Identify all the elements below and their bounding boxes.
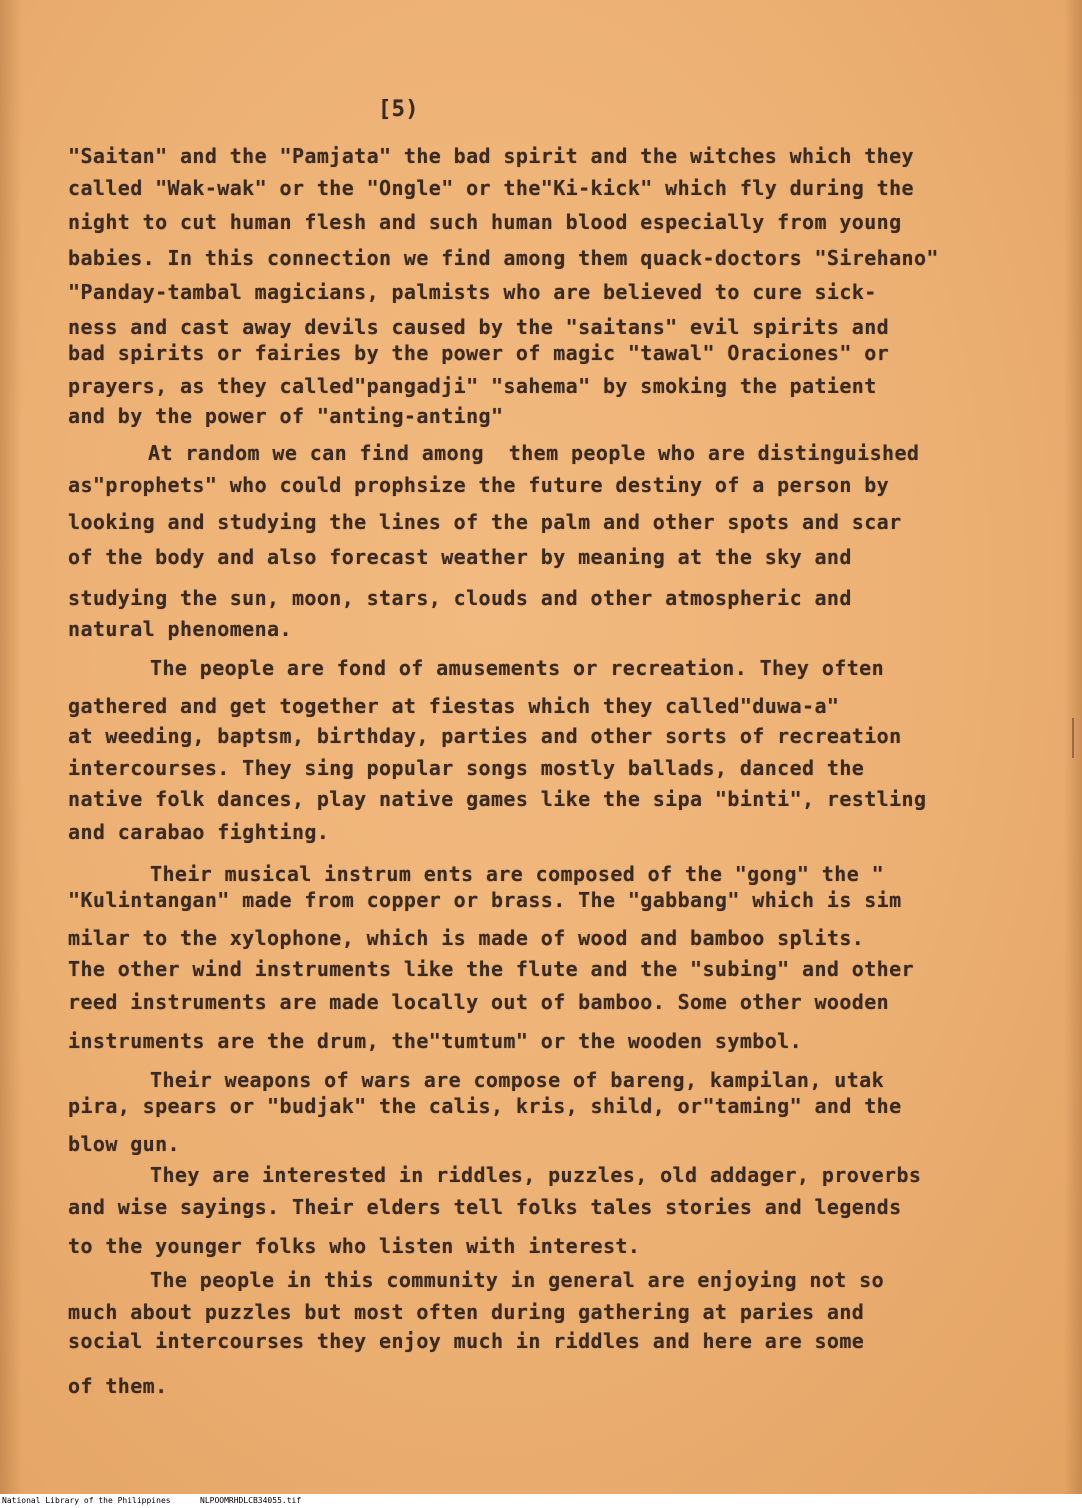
text-line: called "Wak-wak" or the "Ongle" or the"Ki-kick" which fly during the bbox=[68, 176, 914, 200]
text-line: gathered and get together at fiestas which they called"duwa-a" bbox=[68, 694, 840, 718]
page-shadow-left bbox=[0, 0, 22, 1494]
text-line: They are interested in riddles, puzzles, old addager, proverbs bbox=[150, 1163, 922, 1187]
text-line: Their weapons of wars are compose of bareng, kampilan, utak bbox=[150, 1068, 885, 1092]
text-line: "Panday-tambal magicians, palmists who are believed to cure sick- bbox=[68, 280, 877, 304]
text-line: and wise sayings. Their elders tell folks tales stories and legends bbox=[68, 1195, 902, 1219]
text-line: instruments are the drum, the"tumtum" or the wooden symbol. bbox=[68, 1029, 803, 1053]
text-line: The people in this community in general are enjoying not so bbox=[150, 1268, 885, 1292]
text-line: pira, spears or "budjak" the calis, kris, shild, or"taming" and the bbox=[68, 1094, 902, 1118]
text-line: "Kulintangan" made from copper or brass. The "gabbang" which is sim bbox=[68, 888, 902, 912]
text-line: night to cut human flesh and such human blood especially from young bbox=[68, 210, 902, 234]
text-line: milar to the xylophone, which is made of wood and bamboo splits. bbox=[68, 926, 865, 950]
text-line: "Saitan" and the "Pamjata" the bad spirit and the witches which they bbox=[68, 144, 914, 168]
text-line: looking and studying the lines of the palm and other spots and scar bbox=[68, 510, 902, 534]
text-line: much about puzzles but most often during gathering at paries and bbox=[68, 1300, 865, 1324]
text-line: At random we can find among them people who are distinguished bbox=[148, 441, 920, 465]
text-line: studying the sun, moon, stars, clouds and other atmospheric and bbox=[68, 586, 852, 610]
text-line: as"prophets" who could prophsize the future destiny of a person by bbox=[68, 473, 890, 497]
text-line: The people are fond of amusements or recreation. They often bbox=[150, 656, 885, 680]
text-line: ness and cast away devils caused by the "saitans" evil spirits and bbox=[68, 315, 890, 339]
text-line: reed instruments are made locally out of bamboo. Some other wooden bbox=[68, 990, 890, 1014]
text-line: Their musical instrum ents are composed of the "gong" the " bbox=[150, 862, 885, 886]
text-line: of the body and also forecast weather by meaning at the sky and bbox=[68, 545, 852, 569]
text-line: prayers, as they called"pangadji" "sahema" by smoking the patient bbox=[68, 374, 877, 398]
text-line: blow gun. bbox=[68, 1132, 180, 1156]
text-line: The other wind instruments like the flute and the "subing" and other bbox=[68, 957, 914, 981]
text-line: babies. In this connection we find among them quack-doctors "Sirehano" bbox=[68, 246, 939, 270]
text-line: and carabao fighting. bbox=[68, 820, 330, 844]
page-number: [5) bbox=[378, 97, 419, 122]
text-line: at weeding, baptsm, birthday, parties and other sorts of recreation bbox=[68, 724, 902, 748]
scan-footer bbox=[0, 1494, 1082, 1508]
scan-filename: NLPOOMRHDLCB34055.tif bbox=[200, 1496, 302, 1505]
text-line: to the younger folks who listen with interest. bbox=[68, 1234, 641, 1258]
text-line: bad spirits or fairies by the power of magic "tawal" Oraciones" or bbox=[68, 341, 890, 365]
text-line: and by the power of "anting-anting" bbox=[68, 404, 504, 428]
text-line: natural phenomena. bbox=[68, 617, 292, 641]
ink-mark bbox=[1072, 718, 1074, 758]
text-line: social intercourses they enjoy much in riddles and here are some bbox=[68, 1329, 865, 1353]
library-credit: National Library of the Philippines bbox=[2, 1496, 171, 1505]
text-line: intercourses. They sing popular songs mostly ballads, danced the bbox=[68, 756, 865, 780]
text-line: of them. bbox=[68, 1374, 168, 1398]
text-line: native folk dances, play native games like the sipa "binti", restling bbox=[68, 787, 927, 811]
